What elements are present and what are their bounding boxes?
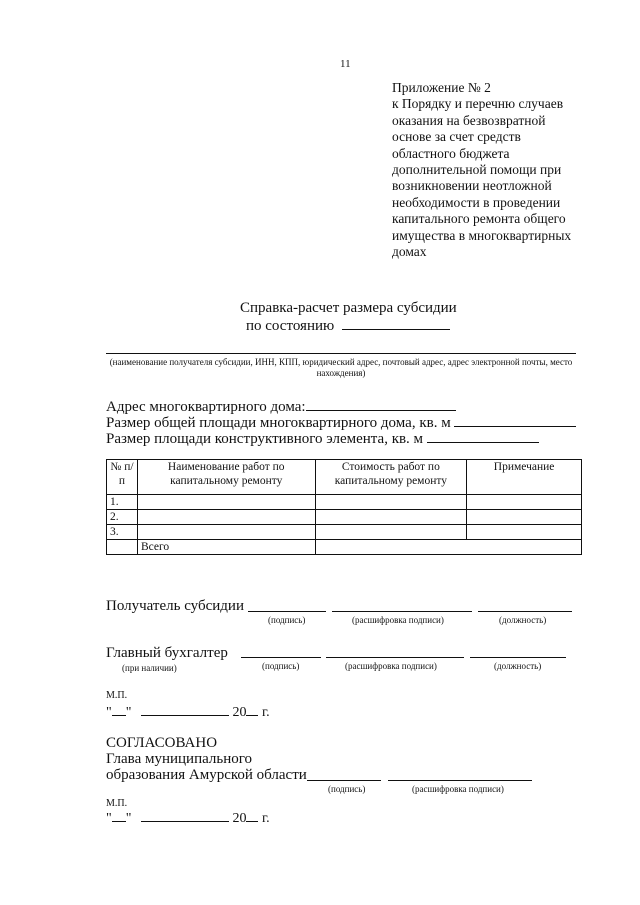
recipient-signature-label: Получатель субсидии <box>106 598 244 614</box>
recipient-position-caption: (должность) <box>499 615 547 625</box>
row-cost-cell[interactable] <box>315 510 467 525</box>
date-line-2 <box>106 808 270 827</box>
appendix-line: имущества в многоквартирных <box>392 227 572 243</box>
recipient-signature-line[interactable] <box>248 611 326 612</box>
works-table <box>106 459 582 555</box>
header-work-name: Наименование работ по капитальному ремонту <box>137 460 315 495</box>
row-cost-cell[interactable] <box>315 495 467 510</box>
status-label: по состоянию <box>246 318 335 334</box>
date-year-suffix: г. <box>261 811 270 826</box>
appendix-line: дополнительной помощи при <box>392 162 562 178</box>
appendix-reference <box>392 80 612 260</box>
document-title: Справка-расчет размера субсидии <box>240 300 457 316</box>
accountant-decoding-caption: (расшифровка подписи) <box>345 661 437 671</box>
appendix-line: к Порядку и перечню случаев <box>392 96 564 112</box>
date-year-prefix: 20 <box>232 705 247 720</box>
date-line <box>106 702 270 721</box>
header-note: Примечание <box>467 460 582 495</box>
recipient-decoding-line[interactable] <box>332 611 472 612</box>
accountant-position-line[interactable] <box>470 657 566 658</box>
row-number: 1. <box>107 495 138 510</box>
total-value-cell[interactable] <box>315 540 581 555</box>
stamp-label-2: М.П. <box>106 798 128 809</box>
date-month-blank[interactable] <box>141 808 229 822</box>
date-year-blank[interactable] <box>246 702 258 716</box>
total-area-blank[interactable] <box>454 413 576 427</box>
date-year-blank[interactable] <box>246 808 258 822</box>
stamp-label: М.П. <box>106 690 128 701</box>
date-day-blank[interactable] <box>112 702 126 716</box>
element-area-blank[interactable] <box>427 429 539 443</box>
approval-signature-caption: (подпись) <box>328 784 366 794</box>
date-quote-open: " <box>106 705 112 720</box>
appendix-line: необходимости в проведении <box>392 194 561 210</box>
header-number: № п/п <box>107 460 138 495</box>
table-row <box>107 495 582 510</box>
element-area-label: Размер площади конструктивного элемента, кв. м <box>106 431 424 447</box>
appendix-line: Приложение № 2 <box>392 80 491 95</box>
address-label: Адрес многоквартирного дома: <box>106 399 306 415</box>
appendix-line: областного бюджета <box>392 145 510 161</box>
row-note-cell[interactable] <box>467 510 582 525</box>
appendix-line: оказания на безвозвратной <box>392 112 546 128</box>
date-quote-close: " <box>125 811 132 826</box>
date-quote-open: " <box>106 811 112 826</box>
date-year-suffix: г. <box>261 705 270 720</box>
row-work-cell[interactable] <box>137 495 315 510</box>
accountant-signature-line[interactable] <box>241 657 321 658</box>
header-cost: Стоимость работ по капитальному ремонту <box>315 460 467 495</box>
table-row <box>107 510 582 525</box>
row-note-cell[interactable] <box>467 495 582 510</box>
date-day-blank[interactable] <box>112 808 126 822</box>
status-date-line <box>246 316 450 335</box>
status-date-blank[interactable] <box>342 316 450 330</box>
row-number: 3. <box>107 525 138 540</box>
approval-decoding-caption: (расшифровка подписи) <box>412 784 504 794</box>
recipient-blank-line[interactable] <box>106 353 576 354</box>
accountant-decoding-line[interactable] <box>326 657 464 658</box>
appendix-line: возникновении неотложной <box>392 178 552 194</box>
appendix-line: капитального ремонта общего <box>392 211 566 227</box>
total-area-label: Размер общей площади многоквартирного дома, кв. м <box>106 415 451 431</box>
date-year-prefix: 20 <box>232 811 247 826</box>
accountant-position-caption: (должность) <box>494 661 542 671</box>
total-label: Всего <box>137 540 315 555</box>
page-number: 11 <box>340 58 351 70</box>
table-total-row <box>107 540 582 555</box>
accountant-signature-label: Главный бухгалтер <box>106 645 228 661</box>
recipient-caption: (наименование получателя субсидии, ИНН, КПП, юридический адрес, почтовый адрес, адрес электронной почты, место нахождения) <box>109 357 573 378</box>
total-number-cell <box>107 540 138 555</box>
approval-line-1: Глава муниципального <box>106 751 253 767</box>
row-work-cell[interactable] <box>137 510 315 525</box>
approval-decoding-line[interactable] <box>388 780 532 781</box>
recipient-signature-caption: (подпись) <box>268 615 306 625</box>
row-cost-cell[interactable] <box>315 525 467 540</box>
row-number: 2. <box>107 510 138 525</box>
table-row <box>107 525 582 540</box>
date-quote-close: " <box>125 705 132 720</box>
accountant-signature-caption: (подпись) <box>262 661 300 671</box>
accountant-if-any-caption: (при наличии) <box>122 663 177 673</box>
approval-signature-line[interactable] <box>307 780 381 781</box>
appendix-line: основе за счет средств <box>392 129 521 145</box>
table-header-row <box>107 460 582 495</box>
recipient-position-line[interactable] <box>478 611 572 612</box>
address-blank[interactable] <box>306 397 456 411</box>
element-area-field <box>106 429 539 448</box>
approval-line-2: образования Амурской области <box>106 767 307 783</box>
row-work-cell[interactable] <box>137 525 315 540</box>
recipient-decoding-caption: (расшифровка подписи) <box>352 615 444 625</box>
approval-heading: СОГЛАСОВАНО <box>106 735 218 751</box>
date-month-blank[interactable] <box>141 702 229 716</box>
appendix-line: домах <box>392 244 427 260</box>
row-note-cell[interactable] <box>467 525 582 540</box>
